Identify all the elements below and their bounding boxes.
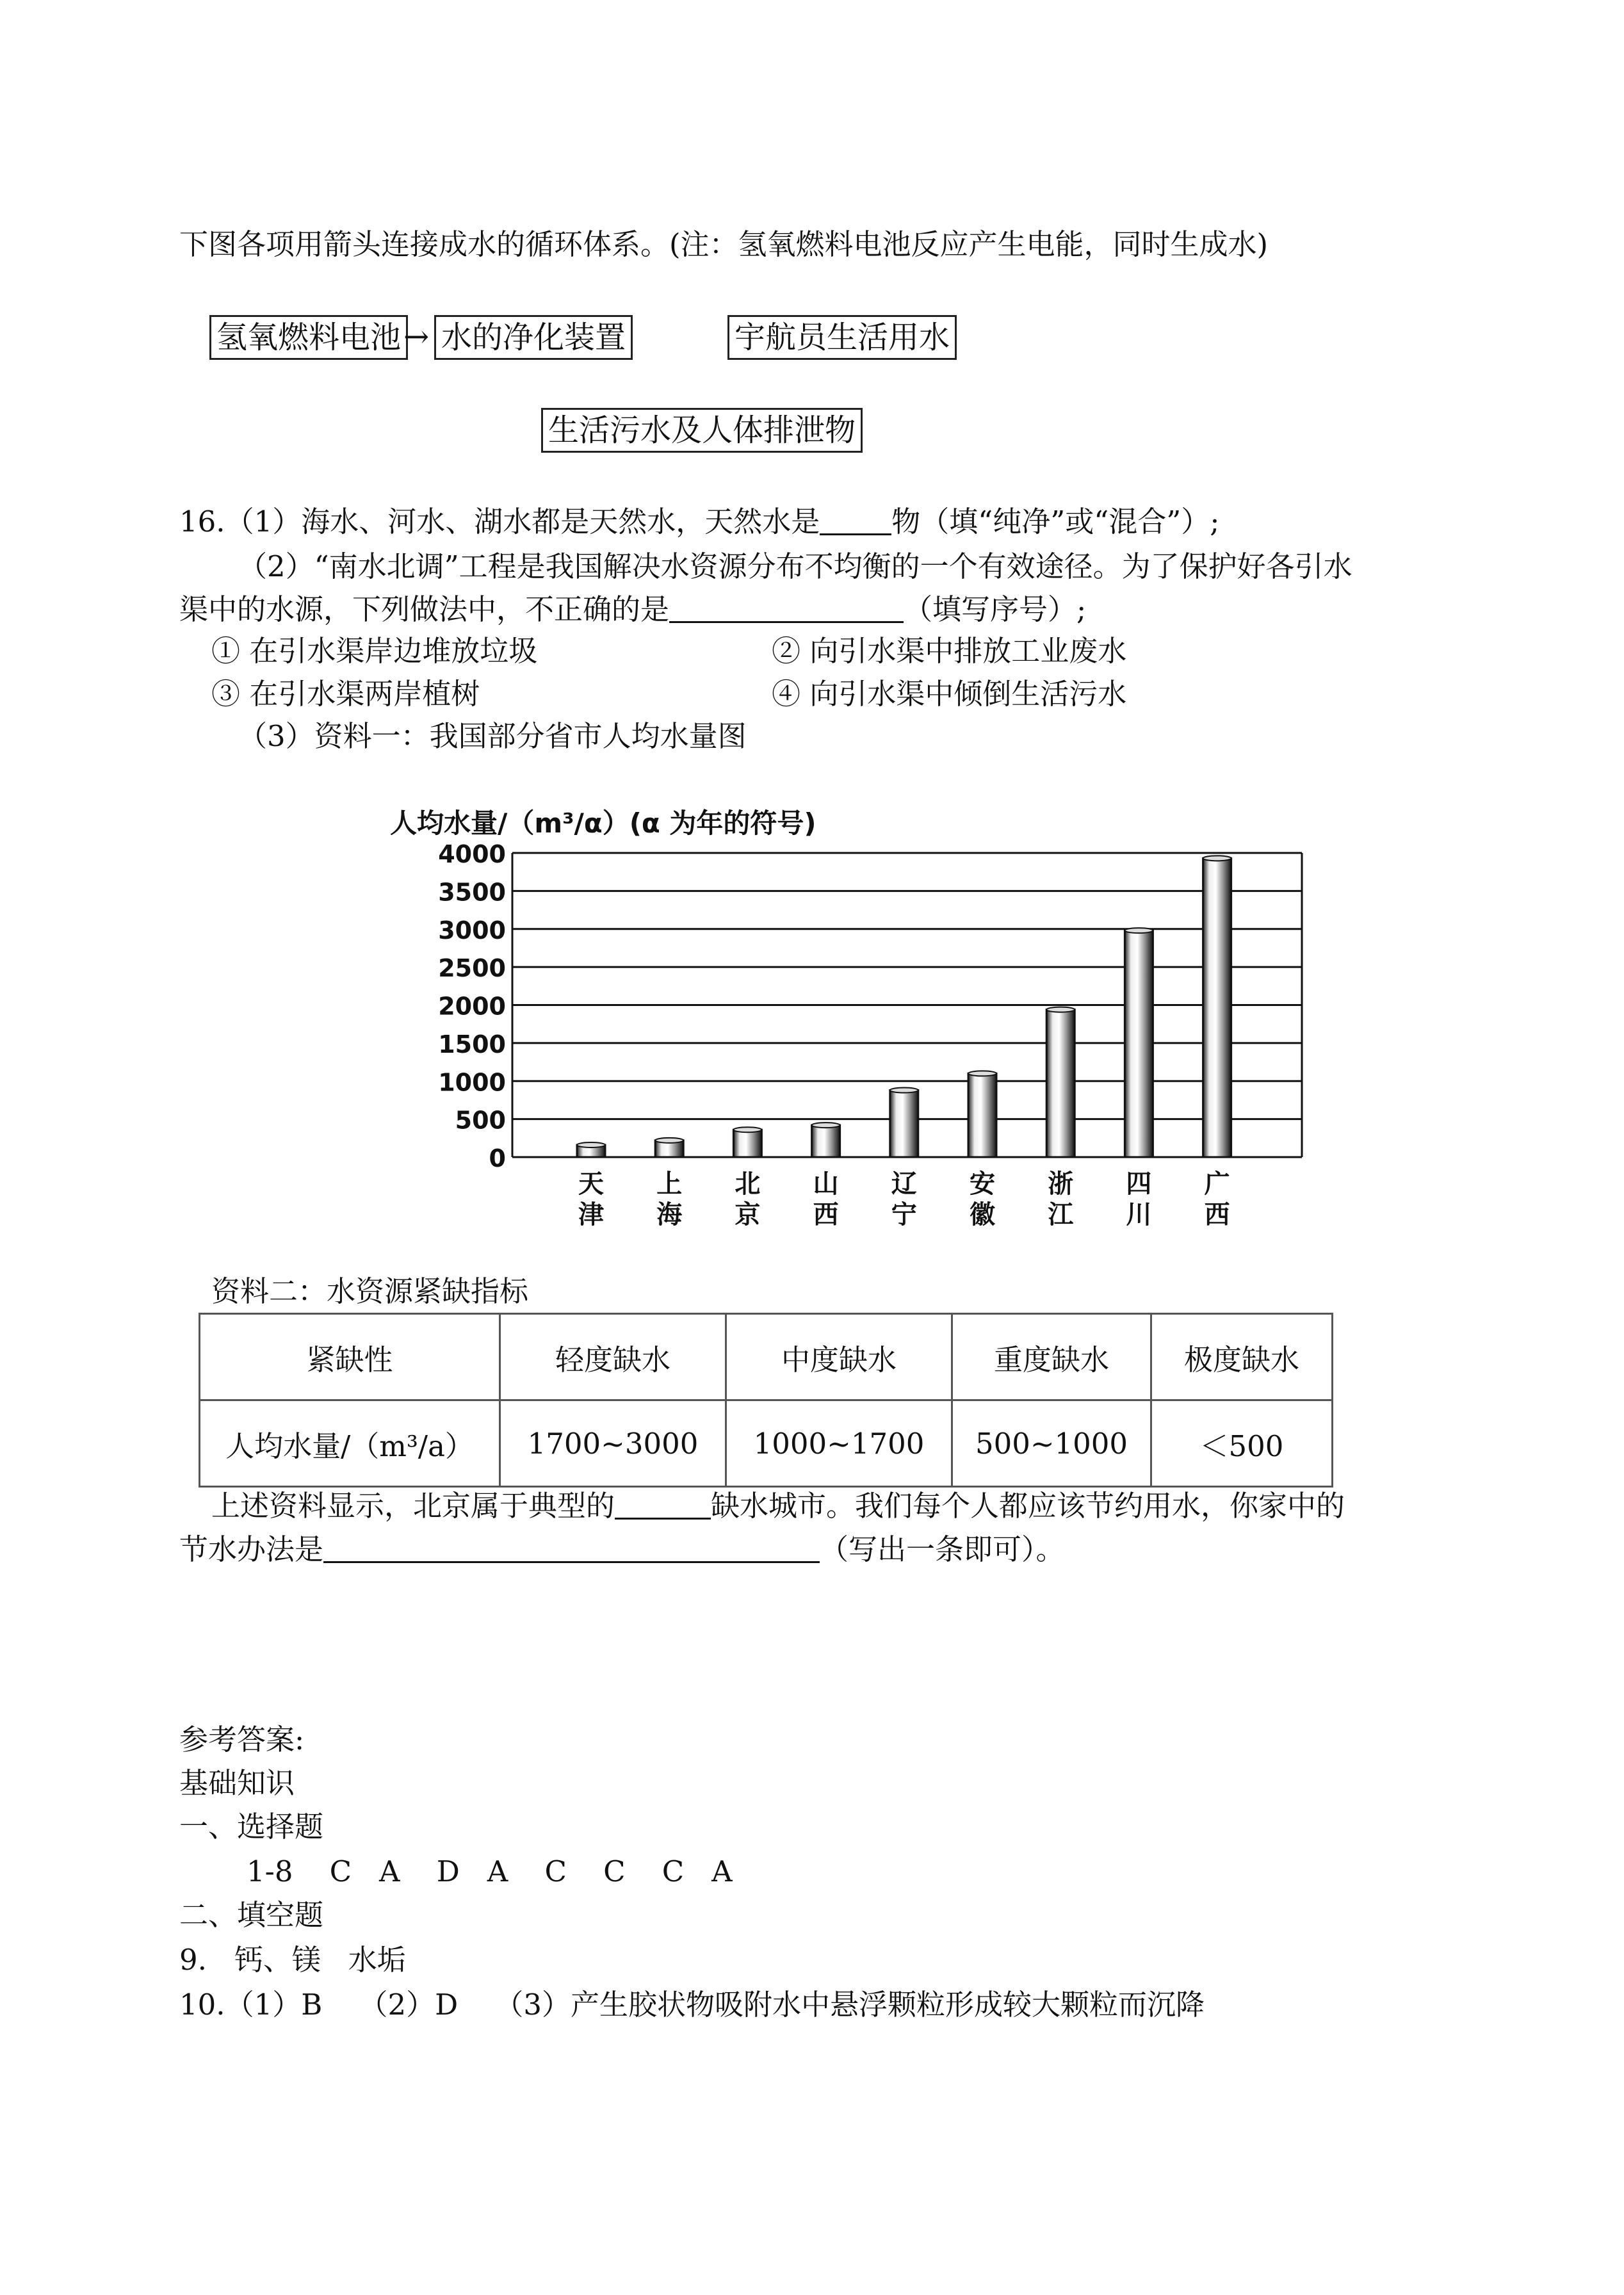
- y-tick-label: 4000: [438, 840, 506, 868]
- bar-top: [1046, 1007, 1075, 1012]
- x-tick-label: 四川: [1126, 1169, 1152, 1229]
- table-cell: 500~1000: [952, 1400, 1151, 1487]
- water-per-capita-chart: [387, 802, 1310, 1231]
- y-tick-label: 1500: [438, 1030, 506, 1058]
- table-cell: 人均水量/（m³/a）: [200, 1400, 500, 1487]
- option-4: ④ 向引水渠中倾倒生活污水: [772, 677, 1127, 711]
- table-header-row: [200, 1314, 1333, 1400]
- table-cell: 中度缺水: [726, 1314, 952, 1400]
- answers-section1: 一、选择题: [179, 1810, 324, 1844]
- bar: [812, 1125, 840, 1157]
- answer-9: 9. 钙、镁 水垢: [179, 1943, 406, 1977]
- bar-top: [812, 1123, 840, 1128]
- x-tick-label: 北京: [735, 1169, 761, 1229]
- q16-part2-line2: 渠中的水源，下列做法中，不正确的是 （填写序号）;: [179, 592, 1087, 626]
- material2-title: 资料二：水资源紧缺指标: [211, 1274, 529, 1308]
- table-cell: ＜500: [1151, 1400, 1333, 1487]
- q16-part3: （3）资料一：我国部分省市人均水量图: [238, 719, 747, 753]
- bar: [733, 1130, 761, 1157]
- table-cell: 轻度缺水: [500, 1314, 726, 1400]
- x-tick-label: 广西: [1204, 1169, 1230, 1229]
- bar-top: [1203, 856, 1231, 861]
- table-cell: 重度缺水: [952, 1314, 1151, 1400]
- bar-top: [577, 1142, 605, 1148]
- bar-top: [890, 1088, 918, 1093]
- chart-background: [387, 802, 1310, 1231]
- x-tick-label: 天津: [578, 1169, 604, 1229]
- scarcity-index-table: [199, 1313, 1333, 1488]
- answers-mc: 1-8 C A D A C C C A: [247, 1854, 733, 1888]
- y-tick-label: 3000: [438, 916, 506, 945]
- x-tick-label: 安徽: [970, 1169, 995, 1229]
- bar: [968, 1073, 996, 1157]
- table-row: [200, 1400, 1333, 1487]
- purifier-box: 水的净化装置: [434, 315, 633, 360]
- y-tick-label: 2500: [438, 954, 506, 983]
- answers-basic: 基础知识: [179, 1766, 295, 1800]
- q16-blank2[interactable]: [669, 592, 904, 623]
- q16-part2-line1: （2）“南水北调”工程是我国解决水资源分布不均衡的一个有效途径。为了保护好各引水: [238, 549, 1352, 583]
- option-1: ① 在引水渠岸边堆放垃圾: [211, 634, 538, 668]
- x-tick-label: 浙江: [1048, 1169, 1074, 1229]
- q16-blank1[interactable]: [820, 505, 891, 535]
- x-tick-label: 上海: [656, 1169, 683, 1229]
- bar-top: [655, 1138, 683, 1143]
- answers-section2: 二、填空题: [179, 1898, 324, 1932]
- conclusion-blank2[interactable]: [323, 1532, 820, 1563]
- y-tick-label: 3500: [438, 878, 506, 907]
- bar: [890, 1091, 918, 1158]
- conclusion-line1: 上述资料显示，北京属于典型的 缺水城市。我们每个人都应该节约用水，你家中的: [211, 1489, 1345, 1523]
- flow-arrow: →: [403, 319, 430, 355]
- wastewater-box: 生活污水及人体排泄物: [541, 408, 863, 453]
- x-tick-label: 山西: [813, 1169, 839, 1229]
- bar-top: [733, 1127, 761, 1132]
- answer-10: 10.（1）B （2）D （3）产生胶状物吸附水中悬浮颗粒形成较大颗粒而沉降: [179, 1988, 1205, 2022]
- table-cell: 紧缺性: [200, 1314, 500, 1400]
- conclusion-blank1[interactable]: [615, 1489, 711, 1520]
- answers-title: 参考答案:: [179, 1723, 305, 1756]
- y-tick-label: 0: [489, 1144, 506, 1172]
- bar-top: [1125, 928, 1153, 933]
- intro-text: 下图各项用箭头连接成水的循环体系。(注：氢氧燃料电池反应产生电能，同时生成水): [179, 227, 1269, 261]
- y-tick-label: 1000: [438, 1068, 506, 1097]
- astronaut-water-box: 宇航员生活用水: [727, 315, 957, 360]
- option-3: ③ 在引水渠两岸植树: [211, 677, 480, 711]
- fuel-cell-box: 氢氧燃料电池: [209, 315, 408, 360]
- table-cell: 极度缺水: [1151, 1314, 1333, 1400]
- bar: [1046, 1010, 1075, 1157]
- option-2: ② 向引水渠中排放工业废水: [772, 634, 1127, 668]
- bar-top: [968, 1071, 996, 1076]
- y-tick-label: 2000: [438, 992, 506, 1021]
- y-tick-label: 500: [455, 1106, 506, 1135]
- table-cell: 1000~1700: [726, 1400, 952, 1487]
- chart-title: 人均水量/（m³/α）(α 为年的符号): [390, 807, 816, 839]
- q16-part1: 16.（1）海水、河水、湖水都是天然水，天然水是 物（填“纯净”或“混合”）;: [179, 505, 1220, 539]
- conclusion-line2: 节水办法是 （写出一条即可）。: [179, 1532, 1065, 1566]
- bar: [1203, 858, 1231, 1157]
- table-cell: 1700~3000: [500, 1400, 726, 1487]
- x-tick-label: 辽宁: [891, 1169, 917, 1229]
- bar: [1125, 930, 1153, 1157]
